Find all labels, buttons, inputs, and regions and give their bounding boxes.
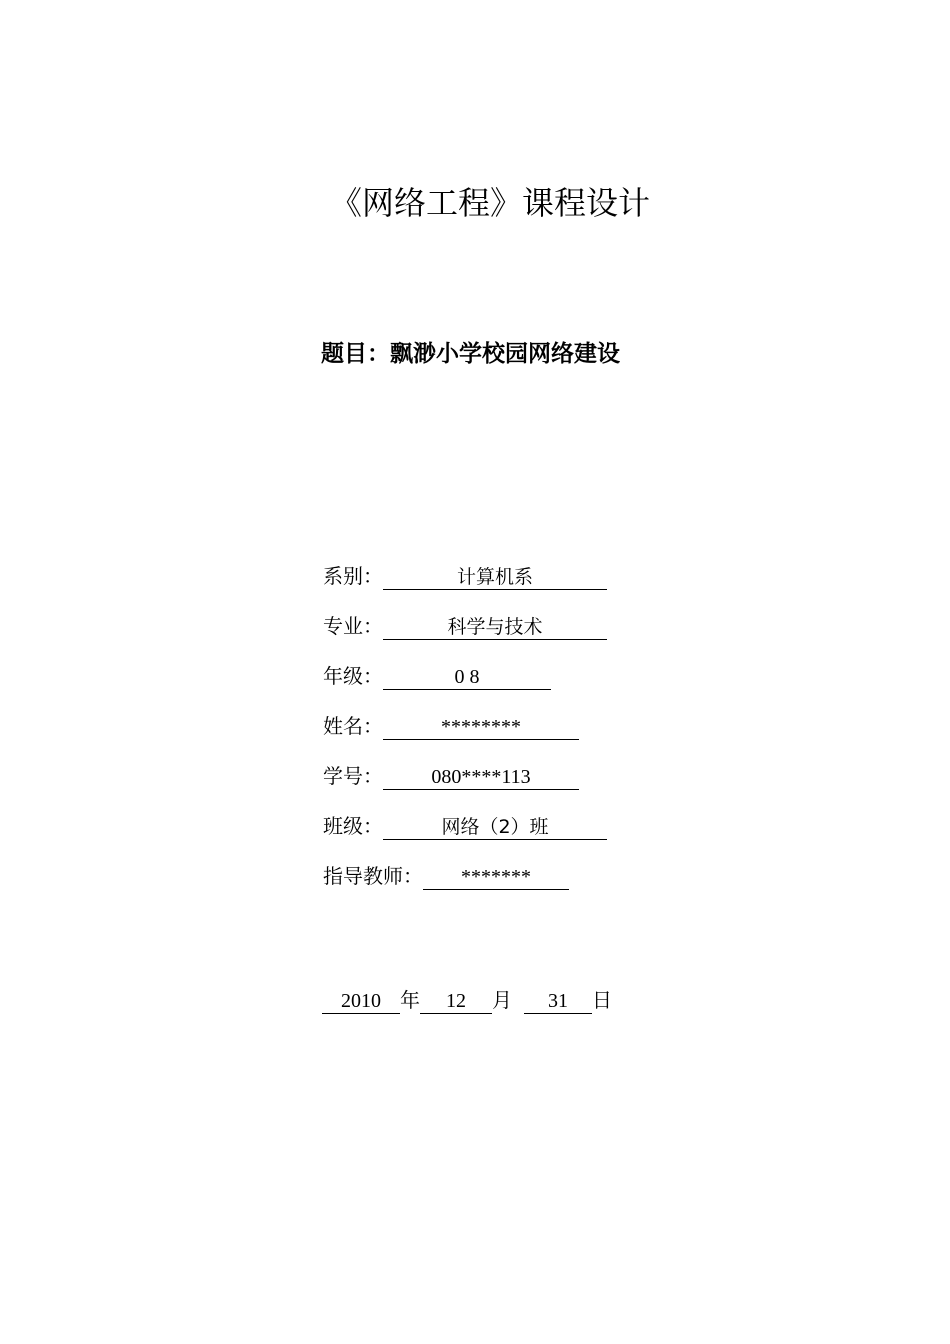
date-day: 31 [524,989,592,1014]
date-year-unit: 年 [400,988,420,1012]
name-value: ******** [383,715,579,740]
date-month: 12 [420,989,492,1014]
major-row [323,610,607,640]
grade-value: 0 8 [383,665,551,690]
class-value: 网络（2）班 [383,815,607,840]
student-id-label: 学号： [323,764,383,788]
major-label: 专业： [323,614,383,638]
student-id-row [323,760,579,790]
major-value: 科学与技术 [383,615,607,640]
date-line [322,984,612,1014]
advisor-label: 指导教师： [323,864,423,888]
subject-line [321,335,620,368]
student-id-value: 080****113 [383,765,579,790]
date-day-unit: 日 [592,988,612,1012]
department-label: 系别： [323,564,383,588]
subject-value: 飘渺小学校园网络建设 [390,341,620,367]
grade-label: 年级： [323,664,383,688]
subject-label: 题目： [321,341,390,367]
page-title: 《网络工程》课程设计 [329,184,650,222]
name-row [323,710,579,740]
advisor-value: ******* [423,865,569,890]
grade-row [323,660,551,690]
date-month-unit: 月 [492,988,512,1012]
name-label: 姓名： [323,714,383,738]
class-row [323,810,607,840]
department-value: 计算机系 [383,565,607,590]
department-row [323,560,607,590]
advisor-row [323,860,569,890]
date-year: 2010 [322,989,400,1014]
class-label: 班级： [323,814,383,838]
